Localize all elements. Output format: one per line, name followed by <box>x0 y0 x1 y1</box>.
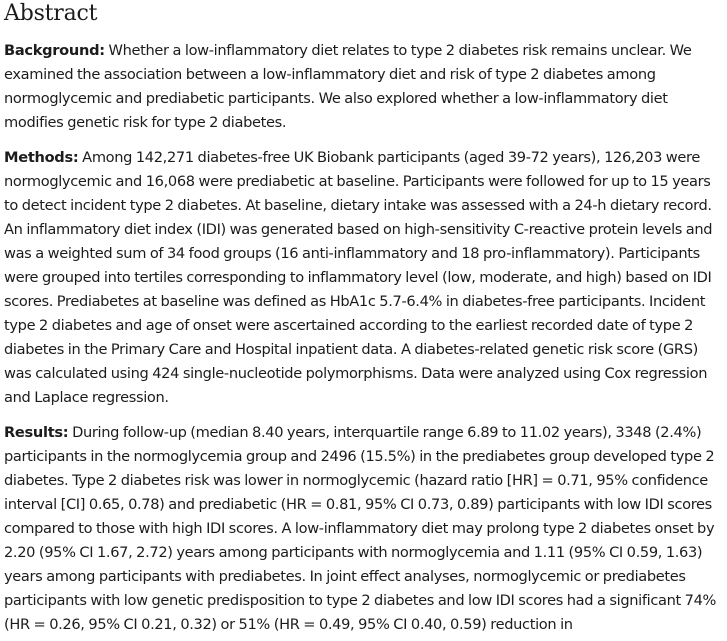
results-paragraph <box>4 421 726 637</box>
background-text: Whether a low-inflammatory diet relates to type 2 diabetes risk remains unclear. We examined the association between a low-inflammatory diet and risk of type 2 diabetes among normoglycemic and prediabetic participants. We also explored whether a low-inflammatory diet modifies genetic risk for type 2 diabetes. <box>4 42 692 131</box>
background-paragraph <box>4 39 726 135</box>
background-label: Background: <box>4 42 105 59</box>
results-text: During follow-up (median 8.40 years, interquartile range 6.89 to 11.02 years), 3348 (2.4%) participants in the normoglycemia group and 2496 (15.5%) in the prediabetes group developed type 2 diabetes. Type 2 diabetes risk was lower in normoglycemic (hazard ratio [HR] = 0.71, 95% confidence interval [CI] 0.65, 0.78) and prediabetic (HR = 0.81, 95% CI 0.73, 0.89) participants with low IDI scores compared to those with high IDI scores. A low-inflammatory diet may prolong type 2 diabetes onset by 2.20 (95% CI 1.67, 2.72) years among participants with normoglycemia and 1.11 (95% CI 0.59, 1.63) years among participants with prediabetes. In joint effect analyses, normoglycemic or prediabetes participants with low genetic predisposition to type 2 diabetes and low IDI scores had a significant 74% (HR = 0.26, 95% CI 0.21, 0.32) or 51% (HR = 0.49, 95% CI 0.40, 0.59) reduction in <box>4 424 717 633</box>
methods-text: Among 142,271 diabetes-free UK Biobank participants (aged 39-72 years), 126,203 were normoglycemic and 16,068 were prediabetic at baseline. Participants were followed for up to 15 years to detect incident type 2 diabetes. At baseline, dietary intake was assessed with a 24-h dietary record. An inflammatory diet index (IDI) was generated based on high-sensitivity C-reactive protein levels and was a weighted sum of 34 food groups (16 anti-inflammatory and 18 pro-inflammatory). Participants were grouped into tertiles corresponding to inflammatory level (low, moderate, and high) based on IDI scores. Prediabetes at baseline was defined as HbA1c 5.7-6.4% in diabetes-free participants. Incident type 2 diabetes and age of onset were ascertained according to the earliest recorded date of type 2 diabetes in the Primary Care and Hospital inpatient data. A diabetes-related genetic risk score (GRS) was calculated using 424 single-nucleotide polymorphisms. Data were analyzed using Cox regression and Laplace regression. <box>4 149 713 406</box>
methods-paragraph <box>4 146 726 410</box>
abstract-heading: Abstract <box>4 1 98 26</box>
results-label: Results: <box>4 424 69 441</box>
methods-label: Methods: <box>4 149 79 166</box>
